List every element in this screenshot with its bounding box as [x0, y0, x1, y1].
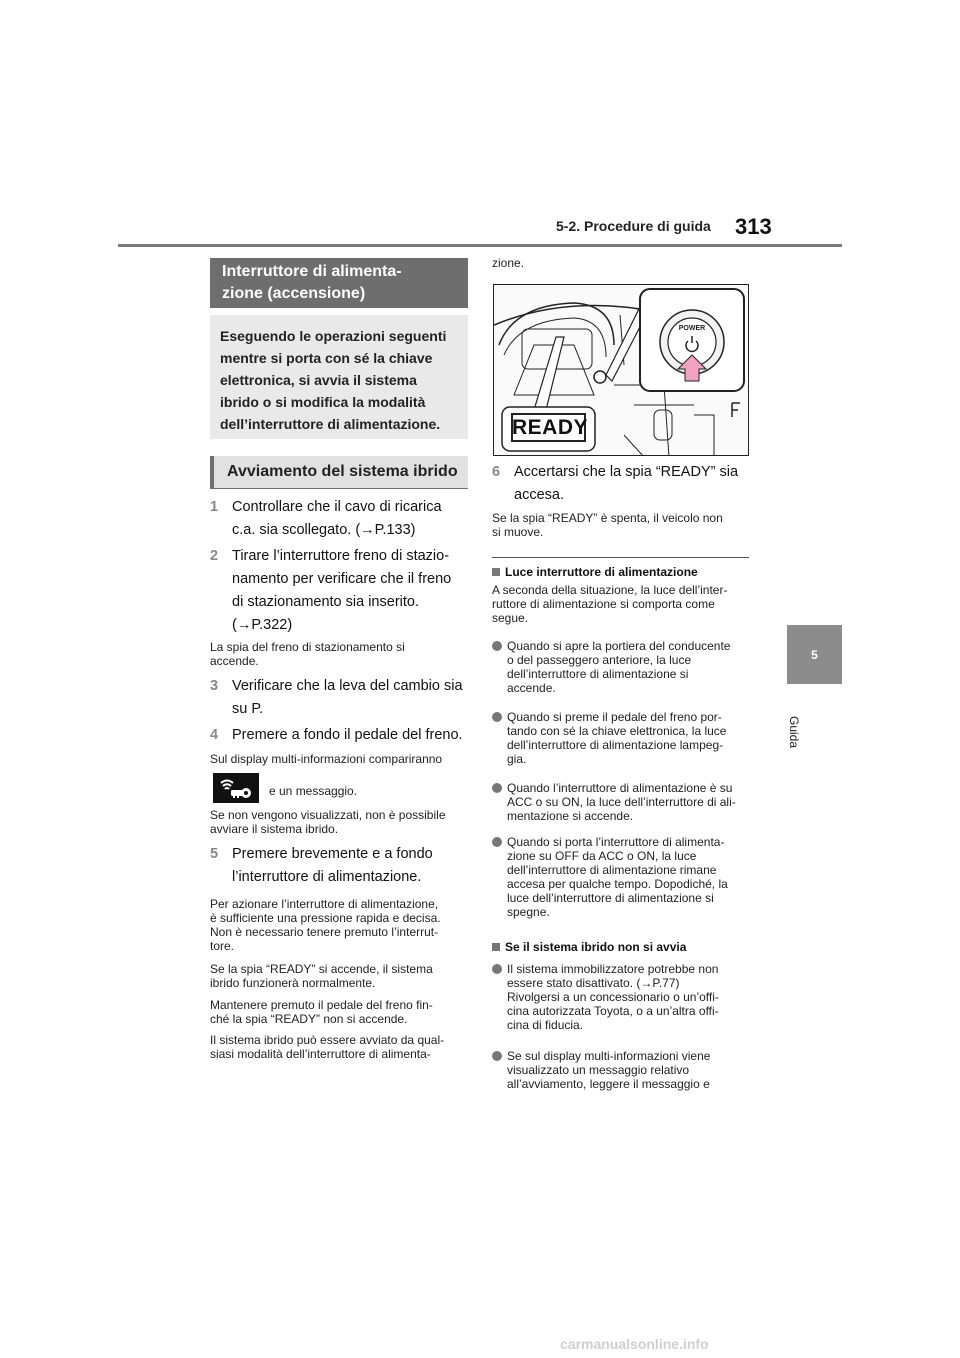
- step-number: 6: [492, 464, 501, 480]
- step-text: Accertarsi che la spia “READY” sia accesa.: [514, 464, 739, 503]
- step-2: [210, 545, 472, 637]
- step-text: Premere brevemente e a fondo l’interruttore di alimentazione.: [232, 846, 433, 885]
- list-item: Quando si apre la portiera del conducente o del passeggero anteriore, la luce dell’interruttore di alimentazione si accende.: [492, 639, 754, 699]
- step-5-note-1: Per azionare l’interruttore di alimentazione, è sufficiente una pressione rapida e decisa. Non è necessario tenere premuto l’interrut- tore.: [210, 897, 441, 953]
- step-5-note-4: Il sistema ibrido può essere avviato da qual- siasi modalità dell’interruttore di alimenta-: [210, 1033, 445, 1061]
- power-switch-light-intro: A seconda della situazione, la luce dell’inter- ruttore di alimentazione si comporta come segue.: [492, 583, 728, 625]
- list-item: Il sistema immobilizzatore potrebbe non essere stato disattivato. (→P.77) Rivolgersi a un concessionario o un’offi- cina autorizzata Toyota, o a un’altra offi- cina di fiducia.: [492, 962, 754, 1040]
- circle-bullet-icon: [492, 712, 502, 722]
- continuation-text: zione.: [492, 256, 525, 270]
- step-4-note: Sul display multi-informazioni compariranno: [210, 752, 443, 766]
- step-1: [210, 496, 472, 542]
- circle-bullet-icon: [492, 641, 502, 651]
- step-6: [492, 461, 754, 507]
- chapter-label: Guida: [787, 716, 801, 749]
- subsection-rule: [210, 488, 468, 489]
- list-item: Quando si porta l’interruttore di alimenta- zione su OFF da ACC o ON, la luce dell’interruttore di alimentazione rimane accesa per qualche tempo. Dopodiché, la luce dell’interruttore di alimentazione si spegne.: [492, 835, 754, 927]
- step-number: 2: [210, 548, 219, 564]
- step-text: Controllare che il cavo di ricarica c.a. sia scollegato. (→P.133): [232, 499, 442, 538]
- square-bullet-icon: [492, 568, 500, 576]
- step-number: 5: [210, 846, 219, 862]
- step-number: 4: [210, 727, 219, 743]
- step-5-note-3: Mantenere premuto il pedale del freno fin- ché la spia “READY” non si accende.: [210, 998, 433, 1026]
- circle-bullet-icon: [492, 837, 502, 847]
- hybrid-not-starting-heading: Se il sistema ibrido non si avvia: [492, 940, 686, 954]
- section-heading: Interruttore di alimenta- zione (accensione): [210, 258, 468, 308]
- step-4: [210, 724, 472, 747]
- list-item: Quando si preme il pedale del freno por- tando con sé la chiave elettronica, la luce dell’interruttore di alimentazione lampeg- gia.: [492, 710, 754, 770]
- watermark: carmanualsonline.info: [560, 1336, 709, 1352]
- intro-text: Eseguendo le operazioni seguenti mentre si porta con sé la chiave elettronica, si avvia il sistema ibrido o si modifica la modalità dell’interruttore di alimentazione.: [210, 315, 468, 439]
- section-title: 5-2. Procedure di guida: [556, 218, 711, 234]
- step-text: Premere a fondo il pedale del freno.: [232, 727, 463, 743]
- list-item: Quando l’interruttore di alimentazione è su ACC o su ON, la luce dell’interruttore di ali- mentazione si accende.: [492, 781, 754, 827]
- step-5: [210, 843, 472, 889]
- step-text: Tirare l’interruttore freno di stazio- namento per verificare che il freno di stazionamento sia inserito. (→P.322): [232, 548, 452, 633]
- step-6-note: Se la spia “READY” è spenta, il veicolo non si muove.: [492, 511, 723, 539]
- header-rule: [118, 244, 842, 247]
- power-button-label: POWER: [678, 325, 706, 332]
- ready-indicator-label: READY: [512, 416, 589, 439]
- circle-bullet-icon: [492, 1051, 502, 1061]
- step-text: Verificare che la leva del cambio sia su P.: [232, 678, 463, 717]
- step-number: 3: [210, 678, 219, 694]
- step-4-note-2: Se non vengono visualizzati, non è possibile avviare il sistema ibrido.: [210, 808, 446, 836]
- circle-bullet-icon: [492, 964, 502, 974]
- page-number: 313: [735, 214, 772, 239]
- step-2-note: La spia del freno di stazionamento si accende.: [210, 640, 405, 668]
- icon-caption: e un messaggio.: [269, 784, 358, 798]
- square-bullet-icon: [492, 943, 500, 951]
- chapter-tab[interactable]: 5: [787, 625, 842, 684]
- circle-bullet-icon: [492, 783, 502, 793]
- subsection-heading: Avviamento del sistema ibrido: [210, 456, 468, 488]
- list-item: Se sul display multi-informazioni viene visualizzato un messaggio relativo all’avviamento, leggere il messaggio e: [492, 1049, 754, 1095]
- section-separator: [492, 557, 749, 558]
- smart-key-indicator-icon: [213, 773, 259, 803]
- dashboard-illustration: [493, 284, 749, 456]
- chapter-label-container: [779, 716, 809, 776]
- step-3: [210, 675, 472, 721]
- step-number: 1: [210, 499, 219, 515]
- step-5-note-2: Se la spia “READY” si accende, il sistema ibrido funzionerà normalmente.: [210, 962, 433, 990]
- power-switch-light-heading: Luce interruttore di alimentazione: [492, 565, 698, 579]
